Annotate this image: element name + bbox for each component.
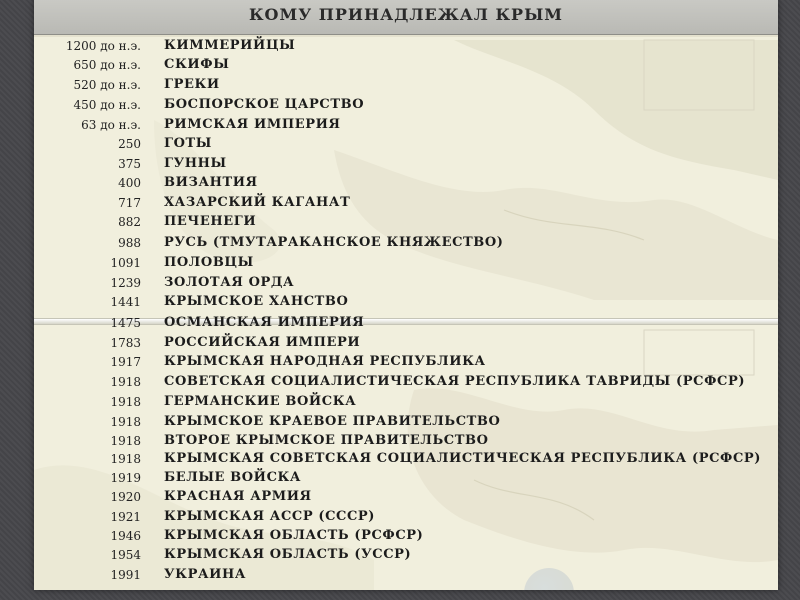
timeline-ruler: УКРАИНА [164, 567, 247, 582]
timeline-ruler: ГРЕКИ [164, 77, 220, 92]
timeline-row [34, 431, 778, 451]
timeline-year: 882 [118, 215, 141, 229]
timeline-ruler: ВТОРОЕ КРЫМСКОЕ ПРАВИТЕЛЬСТВО [164, 433, 489, 448]
timeline-row [34, 55, 778, 75]
timeline-ruler: КРЫМСКАЯ ОБЛАСТЬ (УССР) [164, 547, 412, 562]
timeline-year: 1918 [110, 375, 141, 389]
timeline-ruler: СОВЕТСКАЯ СОЦИАЛИСТИЧЕСКАЯ РЕСПУБЛИКА ТАВРИДЫ (РСФСР) [164, 374, 746, 389]
timeline-year: 988 [118, 236, 141, 250]
timeline-ruler: ГЕРМАНСКИЕ ВОЙСКА [164, 394, 357, 409]
timeline-year: 717 [118, 196, 141, 210]
timeline-year: 250 [118, 137, 141, 151]
timeline-ruler: ОСМАНСКАЯ ИМПЕРИЯ [164, 315, 365, 330]
timeline-year: 1239 [110, 276, 141, 290]
timeline-year: 1441 [110, 295, 141, 309]
timeline-row [34, 449, 778, 469]
timeline-row [34, 352, 778, 372]
timeline-year: 1918 [110, 395, 141, 409]
timeline-row [34, 468, 778, 488]
timeline-row [34, 134, 778, 154]
timeline-year: 1918 [110, 434, 141, 448]
timeline-year: 1918 [110, 452, 141, 466]
timeline-ruler: КРАСНАЯ АРМИЯ [164, 489, 312, 504]
timeline-row [34, 173, 778, 193]
timeline-year: 1091 [110, 256, 141, 270]
timeline-row [34, 154, 778, 174]
timeline-row [34, 333, 778, 353]
timeline-year: 1920 [110, 490, 141, 504]
timeline-ruler: ПЕЧЕНЕГИ [164, 214, 257, 229]
timeline-year: 650 до н.э. [73, 58, 141, 72]
timeline-year: 1917 [110, 355, 141, 369]
timeline-ruler: КРЫМСКАЯ НАРОДНАЯ РЕСПУБЛИКА [164, 354, 486, 369]
timeline-year: 375 [118, 157, 141, 171]
timeline-year: 1919 [110, 471, 141, 485]
timeline-row [34, 95, 778, 115]
timeline-row [34, 273, 778, 293]
timeline-year: 1783 [110, 336, 141, 350]
timeline-row [34, 526, 778, 546]
timeline-year: 450 до н.э. [73, 98, 141, 112]
timeline-year: 520 до н.э. [73, 78, 141, 92]
timeline-ruler: КРЫМСКОЕ КРАЕВОЕ ПРАВИТЕЛЬСТВО [164, 414, 501, 429]
timeline-row [34, 292, 778, 312]
timeline-row [34, 507, 778, 527]
timeline-row [34, 392, 778, 412]
timeline-ruler: ЗОЛОТАЯ ОРДА [164, 275, 295, 290]
timeline-ruler: РОССИЙСКАЯ ИМПЕРИ [164, 335, 361, 350]
timeline-ruler: СКИФЫ [164, 57, 230, 72]
timeline-row [34, 253, 778, 273]
timeline-year: 1918 [110, 415, 141, 429]
timeline-row [34, 565, 778, 585]
timeline-row [34, 412, 778, 432]
timeline-year: 1954 [110, 548, 141, 562]
timeline-ruler: БЕЛЫЕ ВОЙСКА [164, 470, 302, 485]
timeline-ruler: ГОТЫ [164, 136, 212, 151]
timeline-year: 1200 до н.э. [65, 39, 141, 53]
timeline-row [34, 487, 778, 507]
slide [34, 0, 778, 590]
timeline-year: 1946 [110, 529, 141, 543]
timeline-row [34, 313, 778, 333]
timeline-ruler: БОСПОРСКОЕ ЦАРСТВО [164, 97, 365, 112]
timeline-ruler: КРЫМСКАЯ АССР (СССР) [164, 509, 376, 524]
timeline-row [34, 212, 778, 232]
timeline-year: 400 [118, 176, 141, 190]
timeline-ruler: РУСЬ (ТМУТАРАКАНСКОЕ КНЯЖЕСТВО) [164, 235, 504, 250]
timeline-row [34, 36, 778, 56]
timeline-ruler: КРЫМСКОЕ ХАНСТВО [164, 294, 349, 309]
timeline-ruler: РИМСКАЯ ИМПЕРИЯ [164, 117, 341, 132]
timeline-ruler: КРЫМСКАЯ СОВЕТСКАЯ СОЦИАЛИСТИЧЕСКАЯ РЕСПУБЛИКА (РСФСР) [164, 451, 762, 466]
timeline-ruler: ХАЗАРСКИЙ КАГАНАТ [164, 195, 351, 210]
timeline-ruler: ГУННЫ [164, 156, 227, 171]
timeline-year: 63 до н.э. [81, 118, 141, 132]
timeline-row [34, 75, 778, 95]
timeline-ruler: ВИЗАНТИЯ [164, 175, 258, 190]
timeline-row [34, 193, 778, 213]
timeline-ruler: КИММЕРИЙЦЫ [164, 38, 296, 53]
page-title: КОМУ ПРИНАДЛЕЖАЛ КРЫМ [34, 0, 778, 35]
timeline-row [34, 115, 778, 135]
timeline-year: 1991 [110, 568, 141, 582]
timeline-ruler: ПОЛОВЦЫ [164, 255, 254, 270]
timeline-ruler: КРЫМСКАЯ ОБЛАСТЬ (РСФСР) [164, 528, 424, 543]
timeline-year: 1921 [110, 510, 141, 524]
timeline-row [34, 372, 778, 392]
timeline-year: 1475 [110, 316, 141, 330]
timeline-row [34, 545, 778, 565]
timeline-row [34, 233, 778, 253]
